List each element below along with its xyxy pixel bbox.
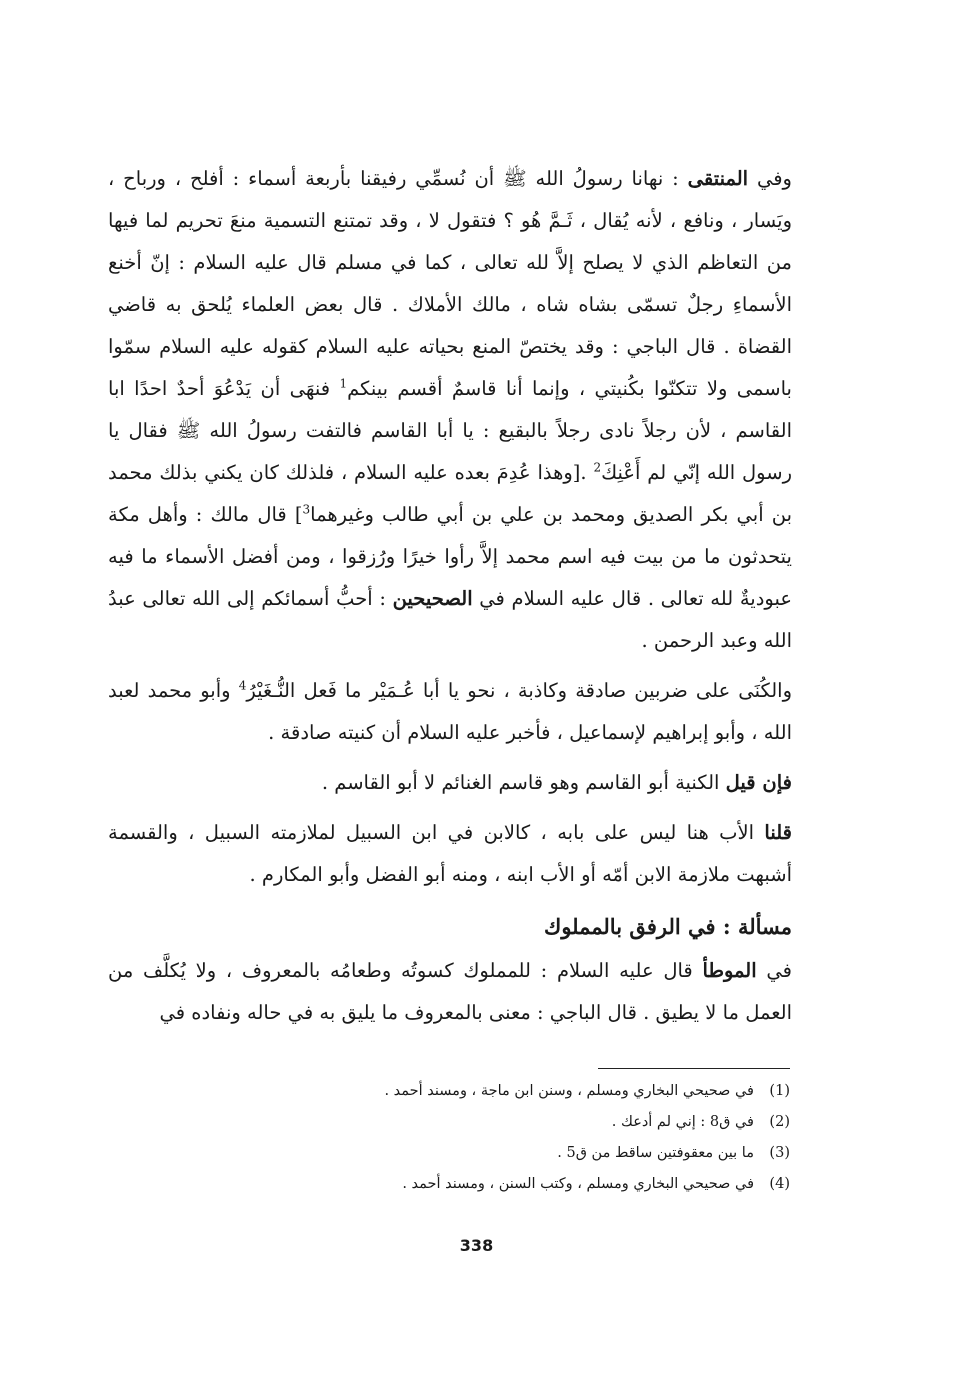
section-heading: مسألة : في الرفق بالمملوك [544,914,792,939]
bold-term: المنتقى [687,167,749,190]
paragraph-muwatta [108,950,792,1034]
footnote-number: (1) [769,1083,790,1099]
footnote-text: في صحيحي البخاري ومسلم ، وكتب السنن ، ومسند أحمد . [402,1176,754,1192]
footnote-marker: 3 [302,502,311,517]
footnote-number: (4) [769,1176,790,1192]
footnote-marker: 2 [593,460,602,475]
footnote-number: (3) [769,1145,790,1161]
text-run: وأبو محمد لعبد الله ، وأبو إبراهيم لإسماعيل ، فأخبر عليه السلام أن كنيته صادقة . [108,679,792,744]
footnote-number: (2) [769,1114,790,1130]
footnote-4 [200,1169,790,1200]
bold-term: الصحيحين [392,587,473,610]
text-run: والكُنَى على ضربين صادقة وكاذبة ، نحو يا أبا عُـمَيْر ما فَعل النُّـغَيْرُ [246,679,792,702]
page-number: 338 [459,1236,494,1255]
text-run: ] قال مالك : وأهل مكة يتحدثون ما من بيت فيه اسم محمد إلاَّ رأوا خيرًا ورُزقوا ، ومن أفضل الأسماء ما فيه عبوديةٌ لله تعالى . قال عليه السلام في [108,503,792,610]
footnote-text: في ق8 : إني لم أدعك . [611,1114,754,1130]
text-run: الأب هنا ليس على بابه ، كالابن في ابن السبيل لملازمته السبيل ، والقسمة أشبهت ملازمة الابن أمّه أو الأب ابنه ، ومنه أبو الفضل وأبو المكارم . [108,821,792,886]
text-run: وفي [748,167,792,190]
text-run: قال عليه السلام : للمملوك كسوتُه وطعامُه بالمعروف ، ولا يُكلَّف من العمل ما لا يطيق . قال الباجي : معنى بالمعروف ما يليق به في حاله ونفاده في [108,959,792,1024]
footnote-text: ما بين معقوفتين ساقط من ق5 . [557,1145,754,1161]
footnote-2 [200,1107,790,1138]
text-run: الكنية أبو القاسم وهو قاسم الغنائم لا أبو القاسم . [321,771,726,794]
paragraph-kunya [108,670,792,754]
footnotes [200,1076,790,1200]
bold-term: الموطأ [702,959,757,982]
text-run: فنهَى أن يَدْعُوَ أحدٌ احدًا ابا القاسم ، لأن رجلاً نادى رجلاً بالبقيع : يا أبا القاسم فالتفت رسولُ الله ﷺ فقال يا رسول الله إنّي لم أَعْنِكَ [108,377,793,484]
footnote-marker: 4 [238,678,247,693]
footnote-divider [598,1068,790,1069]
text-run: في [756,959,792,982]
text-run: .[وهذا عُدِمَ بعده عليه السلام ، فلذلك كان يكني بذلك محمد بن أبي بكر الصديق ومحمد بن علي بن أبي طالب وغيرهما [108,461,792,526]
footnote-3 [200,1138,790,1169]
paragraph-reply [108,812,792,896]
bold-term: قلنا [764,821,792,844]
footnote-1 [200,1076,790,1107]
footnote-marker: 1 [339,376,348,391]
paragraph-names [108,158,792,662]
footnote-text: في صحيحي البخاري ومسلم ، وسنن ابن ماجة ، ومسند أحمد . [384,1083,754,1099]
main-text [108,158,792,1034]
text-run: : أحبُّ أسمائكم إلى الله تعالى عبدُ الله وعبد الرحمن . [108,587,792,652]
text-run: : نهانا رسولُ الله ﷺ أن نُسمِّي رفيقنا بأربعة أسماء : أفلح ، ورباح ، ويَسار ، ونافع ، لأنه يُقال ، ثَـمَّ هُو ؟ فتقول لا ، وقد تمتنع التسمية منعَ تحريم لما فيها من التعاظم الذي لا يصلح إلاَّ لله تعالى ، كما في مسلم قال عليه السلام : إنّ أخنع الأسماءِ رجلٌ تسمّى بشاه شاه ، مالك الأملاك . قال بعض العلماء يُلحق به قاضي القضاة . قال الباجي : وقد يختصّ المنع بحياته عليه السلام كقوله عليه السلام سمّوا باسمى ولا تتكنّوا بكُنيتي ، وإنما أنا قاسمٌ أقسم بينكم [108,167,792,400]
paragraph-objection [108,762,792,804]
bold-term: فإن قيل [725,771,792,794]
